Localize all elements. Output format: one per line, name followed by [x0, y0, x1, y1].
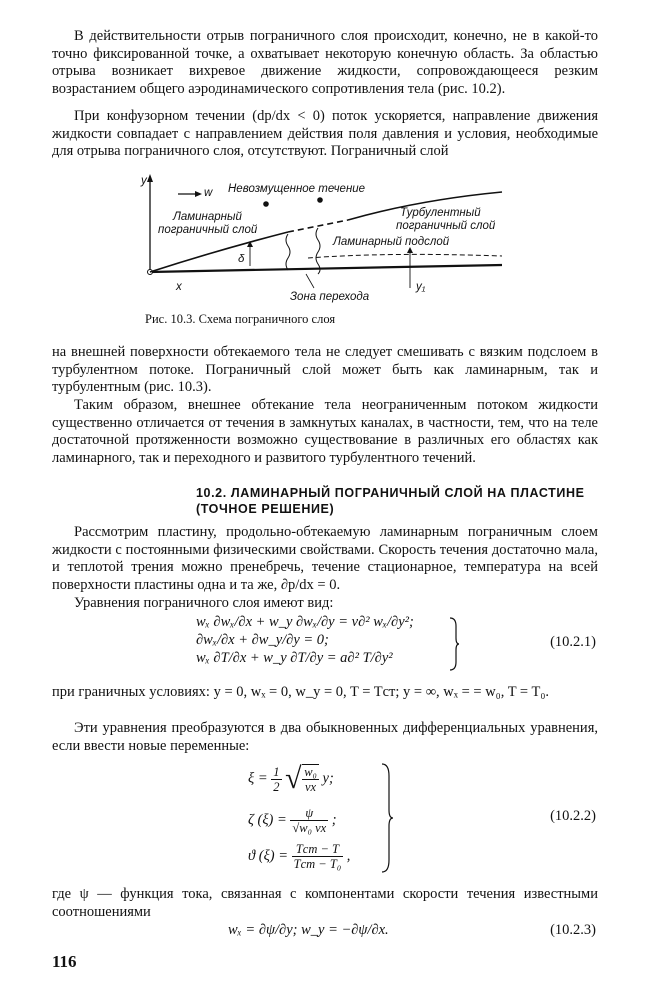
undisturbed-flow-label: Невозмущенное течение — [228, 183, 366, 195]
eq1-number: (10.2.1) — [550, 634, 596, 650]
paragraph-separation-region: В действительности отрыв пограничного слоя происходит, конечно, не в какой-то точно фиксированной точке, а охватывает некоторую конечную область. За областью отрыва возникает вихревое движение жидкости, сопровождающееся резким возрастанием общего аэродинамического сопротивления тела (рис. 10.2). — [52, 28, 598, 97]
eq2-xi-half: $\frac{1}{2}$ — [273, 764, 280, 794]
page-number: 116 — [52, 952, 77, 971]
flow-arrow-icon — [195, 191, 202, 197]
eq2-theta-frac: $\frac{\text{Tст − T}}{\text{Tст − T₀}}$ — [293, 842, 342, 871]
delta-label: δ — [238, 253, 245, 265]
y-axis-label: y — [141, 175, 147, 187]
eq1-line1: wₓ ∂wₓ/∂x + w_y ∂wₓ/∂y = ν∂² wₓ/∂y²; — [196, 614, 414, 630]
laminar-sublayer-line — [308, 254, 502, 258]
y1-label: y₁ — [416, 281, 426, 293]
section-heading — [196, 485, 596, 517]
eq1-line2: ∂wₓ/∂x + ∂w_y/∂y = 0; — [196, 632, 329, 648]
paragraph-new-variables: Эти уравнения преобразуются в два обыкновенных дифференциальных уравнения, если ввести новые переменные: — [52, 720, 598, 754]
eq1-line3: wₓ ∂T/∂x + w_y ∂T/∂y = a∂² T/∂y² — [196, 650, 393, 666]
laminar-bl-label-1: Ламинарный — [173, 211, 242, 223]
transition-wavy-line — [316, 228, 320, 274]
eq2-number: (10.2.2) — [550, 808, 596, 824]
paragraph-plate-setup: Рассмотрим пластину, продольно-обтекаемую ламинарным пограничным слоем жидкости с постоянными физическими свойствами. Скорость течения достаточно мала, и теплотой трения можно пренебречь, течение стационарное, температура на всей поверхности пластины одна и та же, ∂p/dx = 0. — [52, 524, 598, 593]
transition-wavy-line — [286, 234, 290, 270]
paragraph-external-flow: Таким образом, внешнее обтекание тела неограниченным потоком жидкости существенно отличается от течения в замкнутых каналах, в частности, тем, что на теле достаточной протяженности возможно существование в различных его областях как ламинарного, так и переходного и развитого турбулентного течений. — [52, 397, 598, 466]
right-brace-icon — [448, 616, 460, 672]
paragraph-confusor-flow: При конфузорном течении (dp/dx < 0) поток ускоряется, направление движения жидкости совпадает с направлением действия поля давления и условия, необходимые для отрыва пограничного слоя, отсутствуют. Пограничный слой — [52, 108, 598, 160]
eq2-zeta-tail: ; — [331, 811, 337, 828]
y-axis-arrow-icon — [147, 174, 153, 182]
eq2-zeta-row — [248, 806, 337, 835]
figure-caption: Рис. 10.3. Схема пограничного слоя — [145, 312, 336, 326]
laminar-sublayer-label: Ламинарный подслой — [333, 236, 450, 248]
turbulent-bl-label-1: Турбулентный — [400, 207, 481, 219]
laminar-layer-edge — [150, 232, 288, 272]
eq3-text: wₓ = ∂ψ/∂y; w_y = −∂ψ/∂x. — [228, 922, 389, 938]
eq2-theta-tail: , — [346, 847, 351, 864]
eq2-xi-root: $\frac{\text{w₀}}{\nu x}$ — [304, 765, 317, 794]
sqrt-icon: √ — [285, 762, 302, 795]
dot-marker — [263, 201, 269, 207]
eq2-xi-row — [248, 762, 334, 796]
eq2-theta-lhs: ϑ (ξ) = — [248, 847, 289, 864]
transition-zone-label: Зона перехода — [290, 291, 370, 303]
transition-leader-line — [306, 274, 314, 288]
x-axis-label: x — [176, 281, 182, 293]
transition-edge-dashed — [288, 220, 348, 232]
eq2-xi-tail: y; — [322, 770, 334, 787]
paragraph-sublayer: на внешней поверхности обтекаемого тела не следует смешивать с вязким подслоем в турбулентном потоке. Пограничный слой может быть как ламинарным, так и турбулентным (рис. 10.3). — [52, 344, 598, 396]
figure-boundary-layer-scheme — [138, 172, 508, 312]
eq2-xi-lhs: ξ = — [248, 770, 268, 787]
eq2-theta-row — [248, 842, 350, 871]
eq2-zeta-lhs: ζ (ξ) = — [248, 811, 287, 828]
dot-marker — [317, 197, 323, 203]
velocity-label: w — [204, 187, 213, 199]
eq2-zeta-frac: $\frac{\psi}{\text{√w₀ νx}}$ — [292, 806, 327, 835]
paragraph-equations-intro: Уравнения пограничного слоя имеют вид: — [74, 595, 334, 611]
paragraph-boundary-conditions: при граничных условиях: y = 0, wₓ = 0, w_y = 0, T = Tст; y = ∞, wₓ = = w₀, T = T₀. — [52, 684, 550, 700]
eq3-number: (10.2.3) — [550, 922, 596, 938]
turbulent-bl-label-2: пограничный слой — [396, 220, 496, 232]
section-heading-line1: 10.2. ЛАМИНАРНЫЙ ПОГРАНИЧНЫЙ СЛОЙ НА ПЛАСТИНЕ — [196, 486, 585, 500]
right-brace-icon — [380, 762, 394, 874]
laminar-bl-label-2: пограничный слой — [158, 224, 258, 236]
paragraph-stream-function: где ψ — функция тока, связанная с компонентами скорости течения известными соотношениями — [52, 886, 598, 920]
plate-line — [150, 265, 502, 272]
section-heading-line2: (ТОЧНОЕ РЕШЕНИЕ) — [196, 502, 335, 516]
